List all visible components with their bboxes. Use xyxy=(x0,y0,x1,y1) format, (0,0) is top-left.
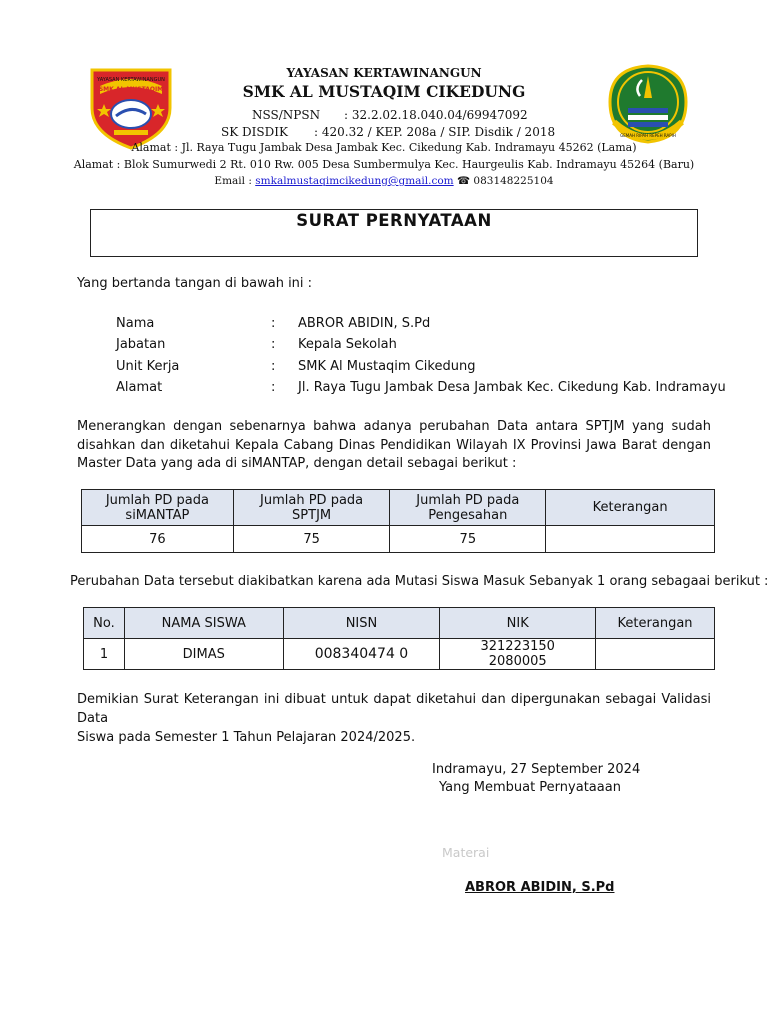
title-box xyxy=(90,209,698,257)
identity-label-unit: Unit Kerja xyxy=(116,359,180,374)
data-comparison-table xyxy=(81,489,715,553)
statement-paragraph xyxy=(77,418,711,474)
province-logo xyxy=(604,62,692,146)
identity-label-name: Nama xyxy=(116,316,155,331)
table-header xyxy=(233,490,390,526)
sk-label: SK DISDIK xyxy=(221,125,288,139)
signer-role: Yang Membuat Pernyataaan xyxy=(439,780,621,795)
mutation-text: Perubahan Data tersebut diakibatkan karena ada Mutasi Siswa Masuk Sebanyak 1 orang sebagaai berikut : xyxy=(70,574,768,589)
table-header: No. xyxy=(84,608,125,639)
nik-line: 2080005 xyxy=(488,654,547,669)
table-header: NAMA SISWA xyxy=(124,608,283,639)
table-cell xyxy=(546,526,715,553)
table-header: NIK xyxy=(440,608,596,639)
table-header xyxy=(390,490,546,526)
table-cell: 75 xyxy=(233,526,390,553)
address-new: Alamat : Blok Sumurwedi 2 Rt. 010 Rw. 005 Desa Sumbermulya Kec. Haurgeulis Kab. Indramayu 45264 (Baru) xyxy=(73,158,695,171)
phone-number: 083148225104 xyxy=(473,175,554,187)
table-header: Keterangan xyxy=(596,608,715,639)
contact-line xyxy=(0,175,768,187)
identity-value-position: Kepala Sekolah xyxy=(298,337,397,352)
table-row xyxy=(84,639,715,670)
identity-colon: : xyxy=(271,337,276,352)
nik-line: 321223150 xyxy=(480,639,555,654)
table-header: Keterangan xyxy=(546,490,715,526)
place-date: Indramayu, 27 September 2024 xyxy=(432,762,641,777)
identity-colon: : xyxy=(271,359,276,374)
stamp-placeholder: Materai xyxy=(442,845,490,860)
header-line: siMANTAP xyxy=(125,507,190,523)
table-cell-name: DIMAS xyxy=(124,639,283,670)
foundation-name: YAYASAN KERTAWINANGUN xyxy=(286,66,482,80)
paragraph-line: disahkan dan diketahui Kepala Cabang Dinas Pendidikan Wilayah IX Provinsi Jawa Barat dengan xyxy=(77,437,711,453)
email-label: Email : xyxy=(214,175,252,187)
identity-value-unit: SMK Al Mustaqim Cikedung xyxy=(298,359,476,374)
identity-value-address: Jl. Raya Tugu Jambak Desa Jambak Kec. Cikedung Kab. Indramayu xyxy=(298,380,726,395)
page-title: SURAT PERNYATAAN xyxy=(296,211,492,230)
header-line: Jumlah PD pada xyxy=(105,492,209,508)
logo-left-top-text: YAYASAN KERTAWINANGUN xyxy=(97,77,165,83)
address-old: Alamat : Jl. Raya Tugu Jambak Desa Jambak Kec. Cikedung Kab. Indramayu 45262 (Lama) xyxy=(131,141,637,154)
logo-right-motto: GEMAH RIPAH REPEH RAPIH xyxy=(620,133,676,138)
intro-text: Yang bertanda tangan di bawah ini : xyxy=(77,276,313,291)
table-row xyxy=(82,526,715,553)
paragraph-line: Demikian Surat Keterangan ini dibuat untuk dapat diketahui dan dipergunakan sebagai Validasi Data xyxy=(77,692,711,726)
table-header: NISN xyxy=(283,608,440,639)
email-link[interactable]: smkalmustaqimcikedung@gmail.com xyxy=(255,175,454,187)
paragraph-line: Menerangkan dengan sebenarnya bahwa adanya perubahan Data antara SPTJM yang sudah xyxy=(77,419,711,434)
signer-name: ABROR ABIDIN, S.Pd xyxy=(465,880,615,895)
table-cell: 75 xyxy=(390,526,546,553)
sk-value: : 420.32 / KEP. 208a / SIP. Disdik / 2018 xyxy=(314,125,556,139)
closing-paragraph xyxy=(77,690,711,747)
student-table xyxy=(83,607,715,670)
header-line: Jumlah PD pada xyxy=(416,492,520,508)
header-line: Jumlah PD pada xyxy=(260,492,364,508)
nss-value: : 32.2.02.18.040.04/69947092 xyxy=(344,108,528,122)
table-header xyxy=(82,490,234,526)
table-cell-no: 1 xyxy=(84,639,125,670)
table-cell-nisn: 008340474 0 xyxy=(283,639,440,670)
identity-colon: : xyxy=(271,316,276,331)
table-cell-note xyxy=(596,639,715,670)
identity-label-position: Jabatan xyxy=(116,337,166,352)
identity-value-name: ABROR ABIDIN, S.Pd xyxy=(298,316,431,331)
logo-left-main-text: SMK AL MUSTAQIM xyxy=(98,86,164,93)
paragraph-line: Siswa pada Semester 1 Tahun Pelajaran 2024/2025. xyxy=(77,730,416,745)
phone-icon: ☎ xyxy=(456,175,471,187)
table-cell: 76 xyxy=(82,526,234,553)
school-name: SMK AL MUSTAQIM CIKEDUNG xyxy=(242,82,526,101)
header-line: Pengesahan xyxy=(428,507,508,523)
header-line: SPTJM xyxy=(292,507,332,523)
paragraph-line: Master Data yang ada di siMANTAP, dengan detail sebagai berikut : xyxy=(77,456,517,471)
nss-label: NSS/NPSN xyxy=(252,108,321,122)
identity-label-address: Alamat xyxy=(116,380,163,395)
identity-colon: : xyxy=(271,380,276,395)
table-cell-nik xyxy=(440,639,596,670)
